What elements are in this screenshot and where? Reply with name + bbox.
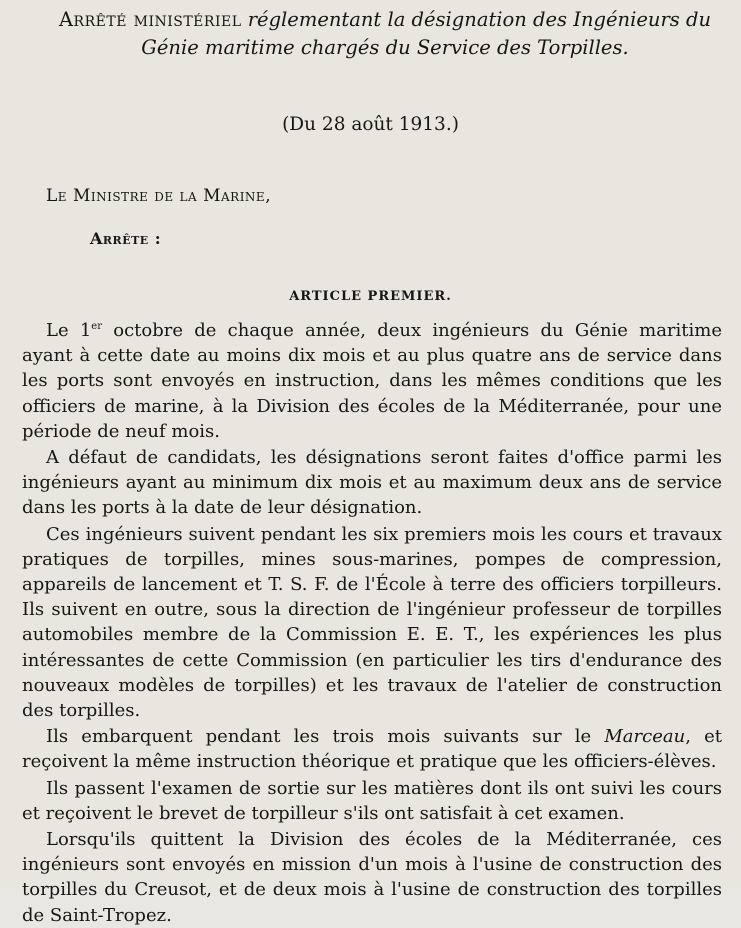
paragraph-1-rest: octobre de chaque année, deux ingénieurs du Génie maritime ayant à cette date au moins dix mois et au plus quatre ans de service dans les ports sont envoyés en instruction, dans les mêmes conditions que les officiers de marine, à la Division des écoles de la Méditerranée, pour une période de neuf mois. bbox=[22, 320, 722, 442]
ordinal-superscript: er bbox=[91, 321, 102, 332]
paragraph-2: A défaut de candidats, les désignations seront faites d'office parmi les ingénieurs ayant au minimum dix mois et au maximum deux ans de service dans les ports à la date de leur désignation. bbox=[22, 447, 722, 519]
title-lead: Arrêté ministériel bbox=[58, 8, 242, 31]
paragraph-1-start: Le 1 bbox=[46, 320, 92, 341]
title-italic: réglementant la désignation des Ingénieurs du Génie maritime chargés du Service des Torpilles. bbox=[141, 8, 712, 59]
paragraph-4-start: Ils embarquent pendant les trois mois suivants sur le bbox=[46, 726, 605, 748]
paragraph-3: Ces ingénieurs suivent pendant les six premiers mois les cours et travaux pratiques de torpilles, mines sous-marines, pompes de compression, appareils de lancement et T. S. F. de l'École à terre des officiers torpilleurs. Ils suivent en outre, sous la direction de l'ingénieur professeur de torpilles automobiles membre de la Commission E. E. T., les expériences les plus intéressantes de cette Commission (en particulier les tirs d'endurance des nouveaux modèles de torpilles) et les travaux de l'atelier de construction des torpilles. bbox=[22, 523, 722, 722]
paragraph-1 bbox=[22, 318, 722, 444]
article-heading: ARTICLE PREMIER. bbox=[289, 289, 452, 304]
paragraph-4 bbox=[22, 724, 722, 774]
minister-line: Le Ministre de la Marine, bbox=[46, 186, 272, 206]
document-date: (Du 28 août 1913.) bbox=[282, 114, 459, 135]
article-body bbox=[22, 318, 722, 928]
paragraph-6: Lorsqu'ils quittent la Division des écoles de la Méditerranée, ces ingénieurs sont envoyés en mission d'un mois à l'usine de construction des torpilles du Creusot, et de deux mois à l'usine de construction des torpilles de Saint-Tropez. bbox=[22, 829, 722, 926]
paragraph-4-rest: , et reçoivent la même instruction théorique et pratique que les officiers-élèves. bbox=[22, 726, 722, 773]
paragraph-5: Ils passent l'examen de sortie sur les matières dont ils ont suivi les cours et reçoivent le brevet de torpilleur s'ils ont satisfait à cet examen. bbox=[22, 777, 722, 824]
ship-name: Marceau bbox=[604, 726, 686, 748]
document-title bbox=[40, 6, 730, 62]
arrete-line: Arrête : bbox=[90, 229, 162, 248]
